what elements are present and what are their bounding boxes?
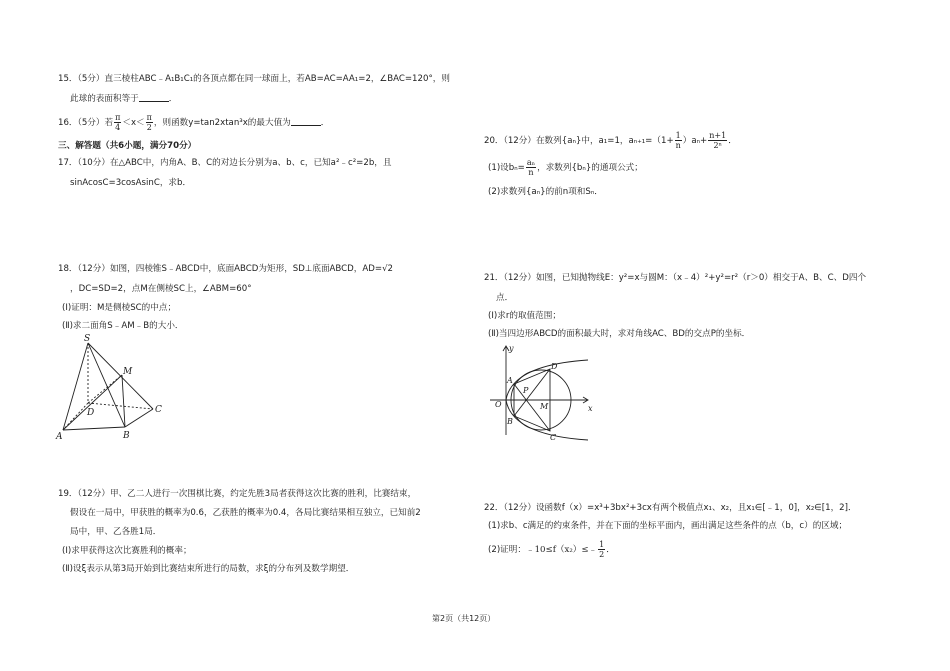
q16-end: ． bbox=[320, 118, 330, 128]
fraction-num: 1 bbox=[675, 131, 681, 140]
q17-line1: 17．（10分）在△ABC中，内角A、B、C的对边长分别为a、b、c，已知a²﹣c²=2b，且 bbox=[58, 158, 392, 168]
label-D: D bbox=[551, 362, 558, 371]
label-C: C bbox=[155, 405, 162, 415]
q15-end: ． bbox=[168, 94, 178, 104]
q15-line2 bbox=[70, 93, 177, 106]
fraction-num: n+1 bbox=[709, 131, 727, 140]
answer-blank bbox=[139, 93, 169, 102]
q17-line2: sinAcosC=3cosAsinC，求b． bbox=[70, 178, 192, 188]
pyramid-figure bbox=[55, 335, 185, 445]
label-S: S bbox=[84, 334, 91, 344]
q20-pre: 20．（12分）在数列{aₙ}中，a₁=1，aₙ₊₁=（1+ bbox=[484, 136, 674, 146]
parabola-circle-figure bbox=[488, 345, 603, 440]
q16-pre: 16．（5分）若 bbox=[58, 118, 114, 128]
fraction bbox=[675, 131, 682, 150]
q22-part2-pre: (2)证明： bbox=[488, 545, 526, 555]
q22-part2 bbox=[488, 540, 615, 560]
q19-line3: 局中，甲、乙各胜1局． bbox=[70, 527, 162, 537]
q20-mid: ）aₙ+ bbox=[682, 136, 708, 146]
q20-end: ． bbox=[728, 136, 737, 146]
q21-line2: 点． bbox=[496, 293, 514, 303]
q19-part1: (I)求甲获得这次比赛胜利的概率； bbox=[62, 546, 192, 556]
q16-mid: ＜x＜ bbox=[122, 118, 145, 128]
label-P: P bbox=[523, 386, 529, 395]
q20-line1 bbox=[484, 131, 737, 151]
label-x: x bbox=[588, 404, 593, 413]
page-footer: 第2页（共12页） bbox=[432, 614, 496, 623]
answer-blank bbox=[291, 117, 321, 126]
fraction-num: aₙ bbox=[526, 158, 536, 167]
q20-part1-pre: (1)设bₙ= bbox=[488, 163, 525, 173]
q21-part2: (Ⅱ)当四边形ABCD的面积最大时，求对角线AC、BD的交点P的坐标． bbox=[488, 329, 751, 339]
q22-part1: (1)求b、c满足的约束条件，并在下面的坐标平面内，画出满足这些条件的点（b，c）的区域； bbox=[488, 521, 848, 531]
q19-line2: 假设在一局中，甲获胜的概率为0.6，乙获胜的概率为0.4，各局比赛结果相互独立，已知前2 bbox=[70, 508, 421, 518]
q20-part1 bbox=[488, 158, 643, 178]
label-C: C bbox=[550, 433, 557, 442]
label-M: M bbox=[540, 402, 549, 411]
q20-part2: (2)求数列{aₙ}的前n项和Sₙ． bbox=[488, 187, 603, 197]
label-A: A bbox=[507, 376, 513, 385]
q16-post: ，则函数y=tan2xtan³x的最大值为 bbox=[153, 118, 291, 128]
label-D: D bbox=[87, 408, 95, 418]
label-M: M bbox=[123, 367, 133, 377]
fraction-den: 2 bbox=[146, 123, 152, 132]
q15-text: 此球的表面积等于 bbox=[70, 94, 139, 104]
section-heading: 三、解答题（共6小题，满分70分） bbox=[58, 141, 197, 151]
fraction-den: 2 bbox=[599, 550, 605, 559]
q19-line1: 19．（12分）甲、乙二人进行一次围棋比赛，约定先胜3局者获得这次比赛的胜利，比赛结束， bbox=[58, 489, 417, 499]
label-O: O bbox=[495, 400, 502, 409]
fraction bbox=[708, 131, 727, 150]
q15-line1: 15．（5分）直三棱柱ABC﹣A₁B₁C₁的各顶点都在同一球面上，若AB=AC=AA₁=2，∠BAC=120°，则 bbox=[58, 74, 450, 84]
fraction-num: 1 bbox=[599, 540, 605, 549]
fraction-den: n bbox=[528, 168, 534, 177]
q22-end: ． bbox=[606, 545, 615, 555]
fraction bbox=[114, 113, 121, 132]
label-B: B bbox=[507, 417, 513, 426]
q18-line1: 18．（12分）如图，四棱锥S﹣ABCD中，底面ABCD为矩形，SD⊥底面ABCD，AD=√2 bbox=[58, 264, 394, 274]
q19-part2: (Ⅱ)设ξ表示从第3局开始到比赛结束所进行的局数，求ξ的分布列及数学期望． bbox=[62, 564, 355, 574]
q20-part1-post: ，求数列{bₙ}的通项公式； bbox=[537, 163, 643, 173]
fraction-den: n bbox=[675, 141, 681, 150]
q22-line1: 22．（12分）设函数f（x）=x³+3bx²+3cx有两个极值点x₁、x₂，且x₁∈[﹣1，0]，x₂∈[1，2]． bbox=[484, 503, 857, 513]
fraction-den: 2ⁿ bbox=[713, 141, 722, 150]
q18-line2: ，DC=SD=2，点M在侧棱SC上，∠ABM=60° bbox=[70, 284, 252, 294]
fraction-den: 4 bbox=[115, 123, 121, 132]
fraction bbox=[146, 113, 153, 132]
q21-part1: (Ⅰ)求r的取值范围； bbox=[488, 311, 561, 321]
label-y: y bbox=[509, 344, 514, 353]
fraction bbox=[526, 158, 536, 177]
fraction-num: π bbox=[146, 113, 152, 122]
q22-inequality: ﹣10≤f（x₂）≤﹣ bbox=[525, 545, 598, 555]
q16 bbox=[58, 113, 329, 133]
q18-part1: (I)证明：M是侧棱SC的中点； bbox=[62, 303, 177, 313]
label-B: B bbox=[123, 431, 130, 441]
q18-part2: (Ⅱ)求二面角S﹣AM﹣B的大小． bbox=[62, 321, 184, 331]
q21-line1: 21．（12分）如图，已知抛物线E：y²=x与圆M：（x﹣4）²+y²=r²（r＞0）相交于A、B、C、D四个 bbox=[484, 273, 867, 283]
label-A: A bbox=[56, 432, 63, 442]
fraction-num: π bbox=[115, 113, 121, 122]
fraction bbox=[598, 540, 605, 559]
